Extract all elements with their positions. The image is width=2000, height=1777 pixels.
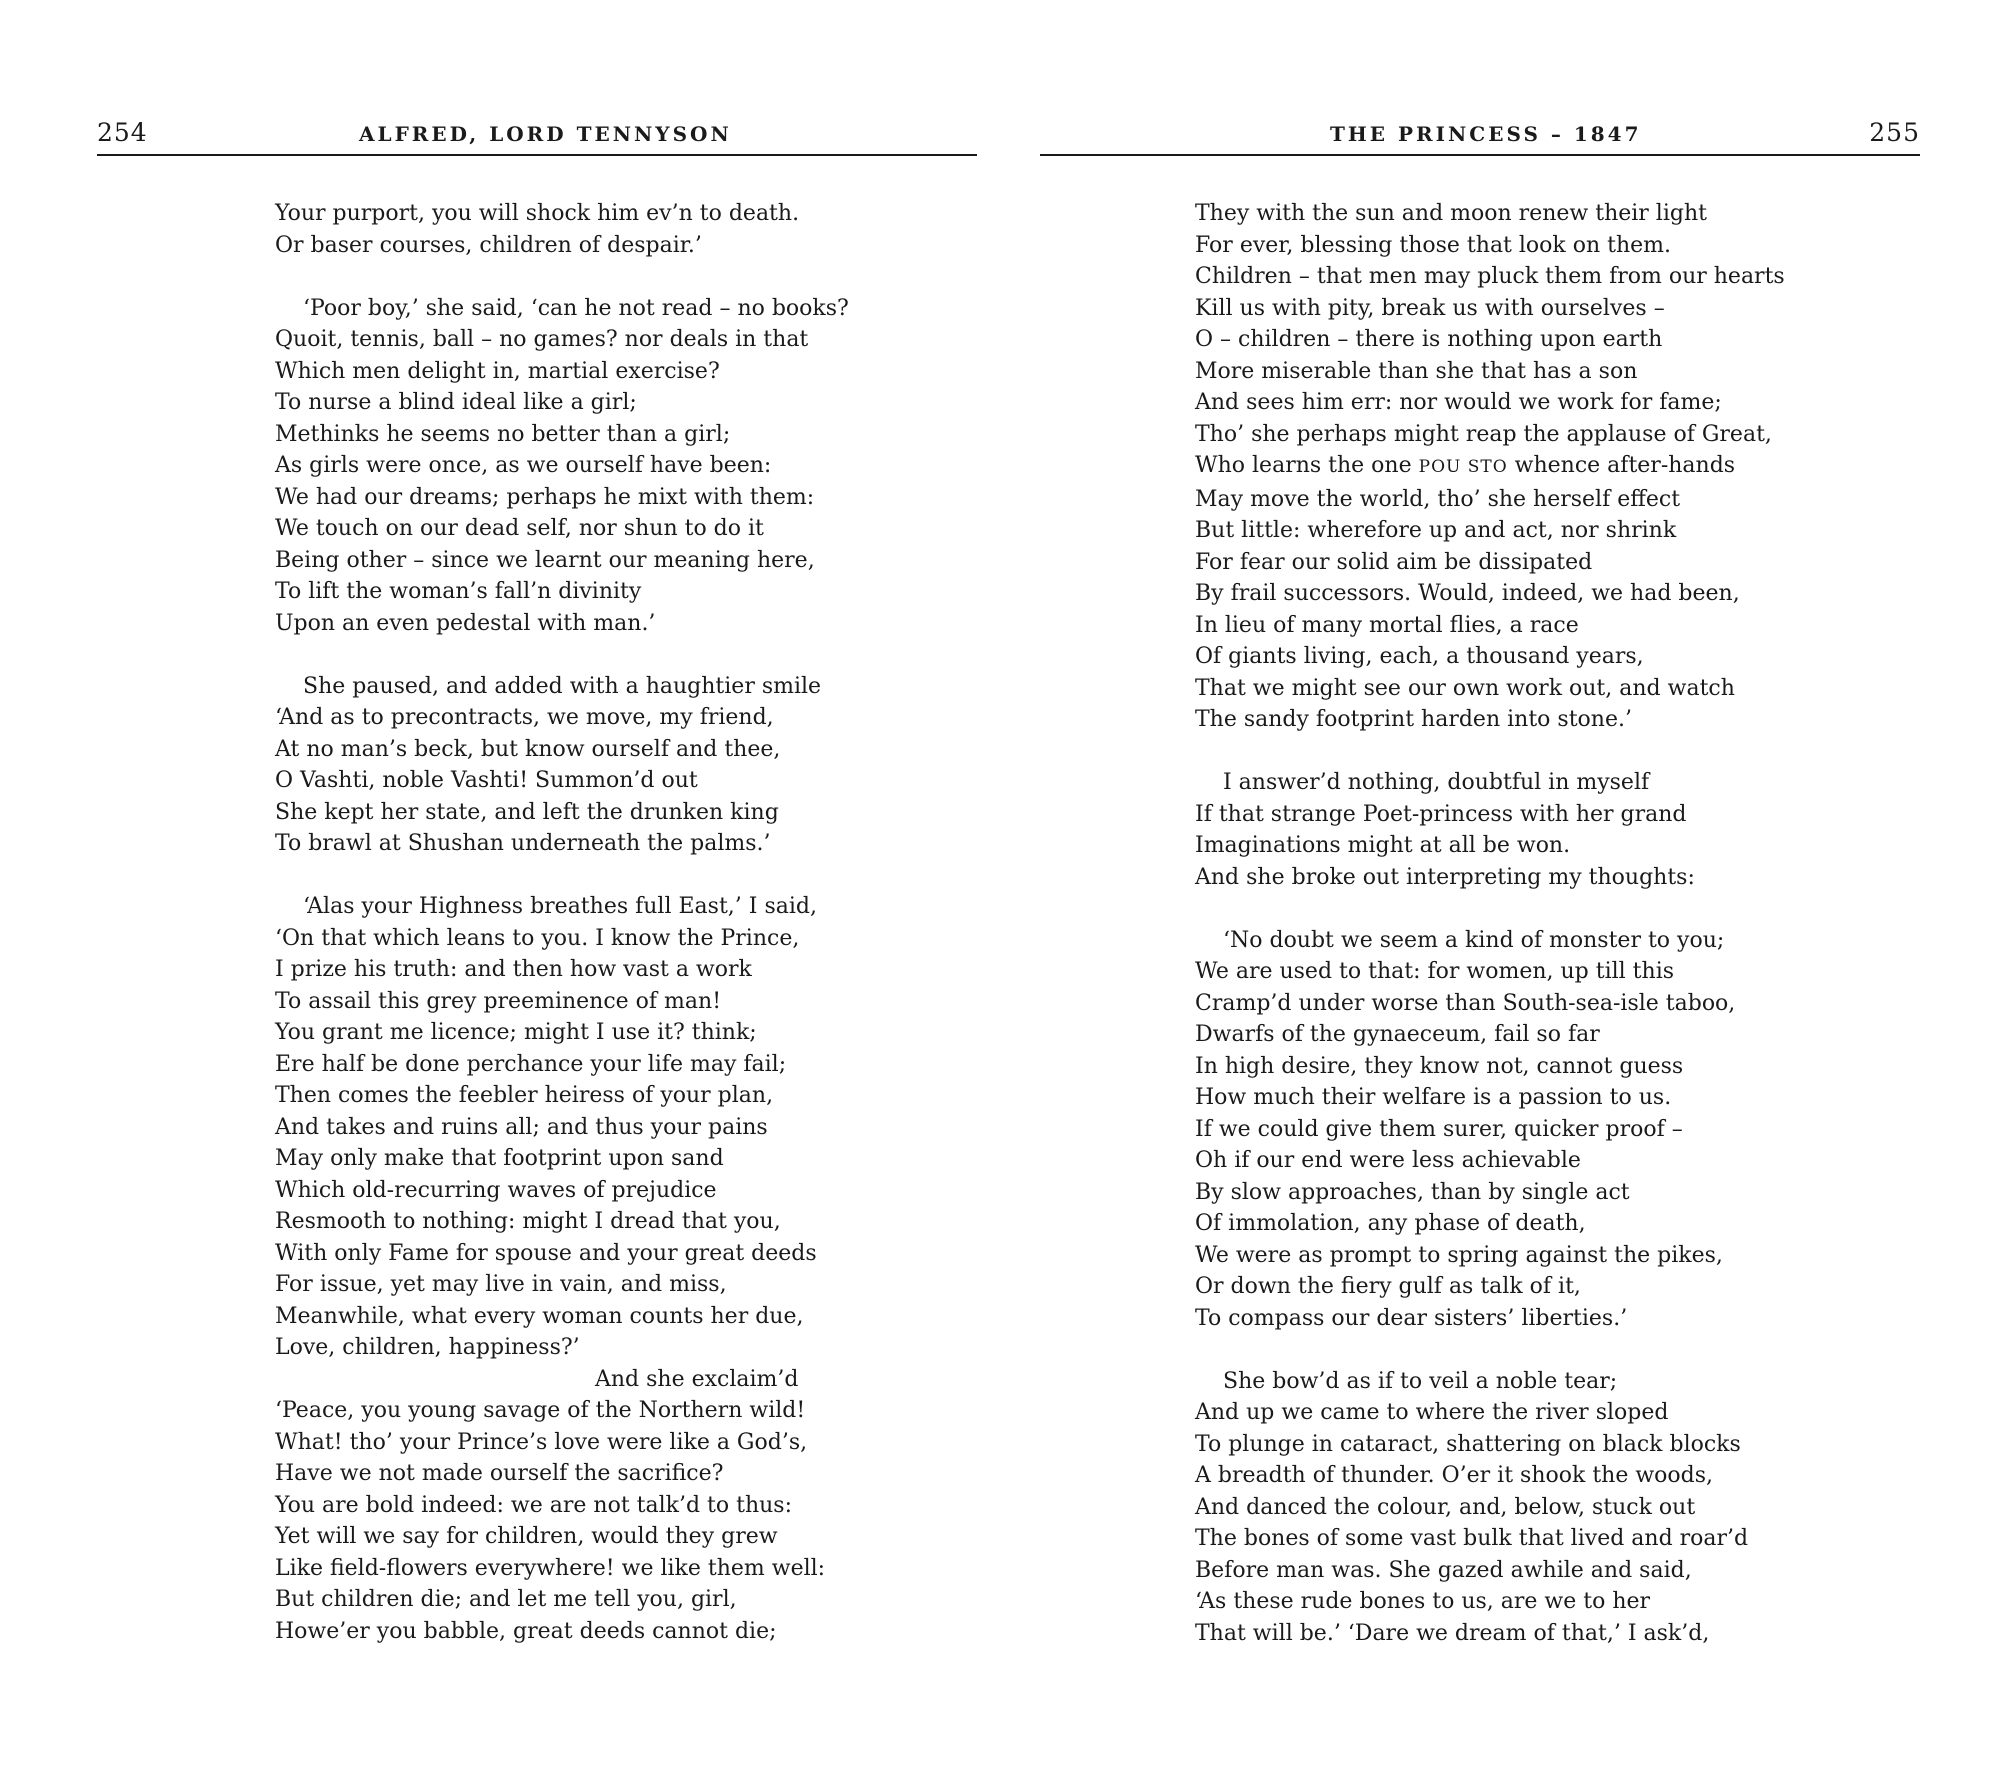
- stanza: [1195, 1366, 1915, 1650]
- verse-line: [1195, 450, 1915, 484]
- verse-line: We touch on our dead self, nor shun to do it: [275, 516, 764, 541]
- page-number: 255: [1869, 118, 1920, 147]
- verse-line: ‘As these rude bones to us, are we to her: [1195, 1589, 1651, 1614]
- stanza: [275, 891, 955, 1647]
- verse-line: The sandy footprint harden into stone.’: [1195, 707, 1632, 732]
- verse-line: Upon an even pedestal with man.’: [275, 610, 656, 636]
- verse-line: For fear our solid aim be dissipated: [1195, 549, 1593, 575]
- verse-line: ‘Peace, you young savage of the Northern wild!: [275, 1398, 806, 1423]
- verse-line: Children – that men may pluck them from our hearts: [1195, 264, 1785, 289]
- verse-line: Quoit, tennis, ball – no games? nor deals in that: [275, 327, 809, 352]
- verse-line: Of giants living, each, a thousand years,: [1195, 644, 1644, 669]
- page-number: 254: [97, 118, 148, 147]
- verse-line: Your purport, you will shock him ev’n to death.: [275, 201, 800, 226]
- verse-line: In lieu of many mortal flies, a race: [1195, 612, 1579, 638]
- header-rule: [97, 154, 977, 156]
- verse-line: In high desire, they know not, cannot guess: [1195, 1053, 1684, 1079]
- left-page-text: [275, 198, 955, 1679]
- verse-line: Meanwhile, what every woman counts her due,: [275, 1303, 804, 1329]
- verse-line: But little: wherefore up and act, nor shrink: [1195, 518, 1677, 543]
- verse-line: More miserable than she that has a son: [1195, 358, 1638, 384]
- verse-line: To nurse a blind ideal like a girl;: [275, 390, 637, 415]
- verse-line: Like field-flowers everywhere! we like them well:: [275, 1555, 826, 1581]
- right-page-text: [1195, 198, 1915, 1681]
- running-title: ALFRED, LORD TENNYSON: [359, 122, 732, 146]
- right-page-header: [1040, 118, 1920, 158]
- verse-line: Then comes the feebler heiress of your plan,: [275, 1083, 774, 1108]
- verse-line: A breadth of thunder. O’er it shook the woods,: [1195, 1463, 1714, 1488]
- verse-line: Kill us with pity, break us with ourselves –: [1195, 295, 1665, 321]
- verse-line: Tho’ she perhaps might reap the applause of Great,: [1195, 421, 1772, 447]
- verse-line: To compass our dear sisters’ liberties.’: [1195, 1305, 1628, 1331]
- verse-line: That will be.’ ‘Dare we dream of that,’ I ask’d,: [1195, 1620, 1710, 1646]
- verse-line: To plunge in cataract, shattering on black blocks: [1195, 1431, 1741, 1457]
- verse-line: And takes and ruins all; and thus your pains: [275, 1114, 768, 1140]
- verse-line: That we might see our own work out, and watch: [1195, 675, 1735, 701]
- header-rule: [1040, 154, 1920, 156]
- verse-line: And danced the colour, and, below, stuck out: [1195, 1494, 1696, 1520]
- verse-line: You grant me licence; might I use it? think;: [275, 1020, 757, 1045]
- verse-line: ‘Poor boy,’ she said, ‘can he not read – no books?: [303, 295, 849, 321]
- verse-line: And up we came to where the river sloped: [1195, 1400, 1669, 1425]
- verse-line: Oh if our end were less achievable: [1195, 1148, 1581, 1173]
- verse-line: To lift the woman’s fall’n divinity: [275, 579, 642, 604]
- right-page: [1040, 0, 2000, 1777]
- verse-line: She bow’d as if to veil a noble tear;: [1223, 1368, 1618, 1394]
- verse-line: What! tho’ your Prince’s love were like a God’s,: [275, 1429, 808, 1455]
- stanza: [275, 293, 955, 640]
- verse-line: The bones of some vast bulk that lived and roar’d: [1195, 1526, 1749, 1551]
- stanza: [1195, 925, 1915, 1335]
- stanza: [1195, 767, 1915, 893]
- verse-line: With only Fame for spouse and your great deeds: [275, 1240, 817, 1266]
- verse-line: I prize his truth: and then how vast a work: [275, 957, 752, 982]
- left-page-header: [97, 118, 977, 158]
- verse-line: To assail this grey preeminence of man!: [275, 988, 722, 1014]
- verse-line: Or down the fiery gulf as talk of it,: [1195, 1274, 1581, 1299]
- verse-line: But children die; and let me tell you, girl,: [275, 1587, 737, 1612]
- greek-small-caps: POU STO: [1418, 457, 1508, 477]
- left-page: [0, 0, 990, 1777]
- verse-line: Being other – since we learnt our meaning here,: [275, 547, 815, 573]
- verse-line: She paused, and added with a haughtier smile: [303, 673, 822, 699]
- stanza: [275, 198, 955, 261]
- verse-line: Howe’er you babble, great deeds cannot die;: [275, 1618, 777, 1644]
- verse-line: Before man was. She gazed awhile and said,: [1195, 1557, 1692, 1583]
- verse-line: Or baser courses, children of despair.’: [275, 232, 702, 258]
- verse-line: Of immolation, any phase of death,: [1195, 1211, 1586, 1236]
- verse-line: O Vashti, noble Vashti! Summon’d out: [275, 768, 698, 793]
- verse-line: You are bold indeed: we are not talk’d to thus:: [275, 1492, 793, 1518]
- verse-line: Which men delight in, martial exercise?: [275, 358, 720, 384]
- verse-line: If we could give them surer, quicker proof –: [1195, 1116, 1683, 1142]
- verse-line: If that strange Poet-princess with her grand: [1195, 801, 1687, 827]
- verse-line: By frail successors. Would, indeed, we had been,: [1195, 581, 1740, 606]
- verse-line: ‘Alas your Highness breathes full East,’ I said,: [303, 894, 817, 919]
- stanza: [275, 671, 955, 860]
- verse-line: Love, children, happiness?’: [275, 1335, 580, 1360]
- verse-line: Which old-recurring waves of prejudice: [275, 1177, 717, 1203]
- verse-line: Have we not made ourself the sacrifice?: [275, 1461, 724, 1486]
- verse-line: They with the sun and moon renew their light: [1195, 201, 1707, 226]
- verse-line: To brawl at Shushan underneath the palms.’: [275, 831, 771, 856]
- verse-line: Yet will we say for children, would they grew: [275, 1524, 778, 1549]
- verse-line: I answer’d nothing, doubtful in myself: [1223, 770, 1650, 795]
- verse-line: For issue, yet may live in vain, and miss,: [275, 1272, 727, 1297]
- running-title: THE PRINCESS – 1847: [1330, 122, 1642, 146]
- verse-line: ‘On that which leans to you. I know the Prince,: [275, 925, 800, 951]
- verse-line: By slow approaches, than by single act: [1195, 1179, 1630, 1205]
- verse-line: ‘No doubt we seem a kind of monster to you;: [1223, 927, 1725, 953]
- verse-line: And she exclaim’d: [595, 1366, 799, 1392]
- verse-line: How much their welfare is a passion to us.: [1195, 1085, 1672, 1110]
- verse-line: ‘And as to precontracts, we move, my friend,: [275, 705, 774, 730]
- verse-line: Methinks he seems no better than a girl;: [275, 421, 731, 447]
- verse-line: May only make that footprint upon sand: [275, 1146, 724, 1171]
- verse-line: At no man’s beck, but know ourself and thee,: [275, 736, 781, 762]
- verse-line: Dwarfs of the gynaeceum, fail so far: [1195, 1022, 1600, 1047]
- verse-line: She kept her state, and left the drunken king: [275, 799, 779, 825]
- stanza: [1195, 198, 1915, 736]
- verse-line: We were as prompt to spring against the pikes,: [1195, 1242, 1723, 1268]
- verse-line: Imaginations might at all be won.: [1195, 833, 1571, 858]
- verse-line: Ere half be done perchance your life may fail;: [275, 1051, 787, 1077]
- verse-fragment: whence after-hands: [1514, 453, 1736, 478]
- verse-line: And sees him err: nor would we work for fame;: [1195, 390, 1722, 415]
- verse-line: We had our dreams; perhaps he mixt with them:: [275, 484, 815, 510]
- verse-line: Cramp’d under worse than South-sea-isle taboo,: [1195, 990, 1736, 1016]
- verse-line: For ever, blessing those that look on them.: [1195, 232, 1672, 258]
- verse-line: As girls were once, as we ourself have been:: [275, 453, 772, 478]
- verse-line: And she broke out interpreting my thoughts:: [1195, 864, 1695, 890]
- verse-line: May move the world, tho’ she herself effect: [1195, 486, 1681, 512]
- verse-line: Resmooth to nothing: might I dread that you,: [275, 1209, 781, 1234]
- verse-fragment: Who learns the one: [1195, 453, 1412, 478]
- verse-line: O – children – there is nothing upon earth: [1195, 327, 1663, 352]
- verse-line: We are used to that: for women, up till this: [1195, 959, 1675, 984]
